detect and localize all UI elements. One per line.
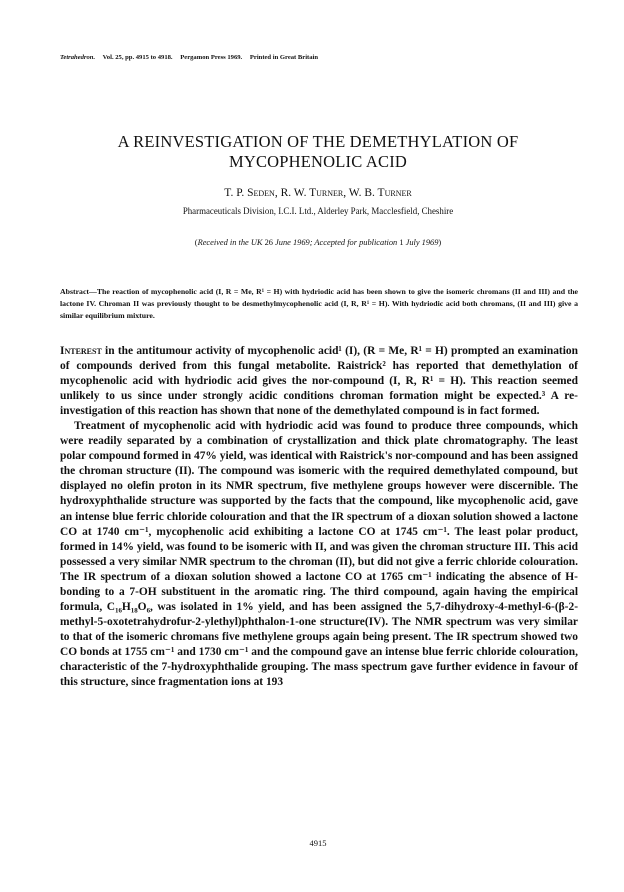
abstract-text: —The reaction of mycophenolic acid (I, R = Me, R¹ = H) with hydriodic acid has been shown to give the isomeric chromans (II and III) and the lactone IV. Chroman II was previously thought to be desmethylmycophenolic acid (I, R, R¹ = H). With hydriodic acid both chromans, (II and III) give a similar equilibrium mixture.	[60, 287, 578, 320]
article-title	[60, 132, 576, 172]
title-line-1: A REINVESTIGATION OF THE DEMETHYLATION OF	[117, 132, 519, 151]
paragraph-2: Treatment of mycophenolic acid with hydriodic acid was found to produce three compounds, which were readily separated by a combination of crystallization and thick plate chromatography. The least polar compound formed in 47% yield, was identical with Raistrick's nor-compound and has been assigned the chroman structure (II). The compound was isomeric with the required demethylated compound, but displayed no olefin proton in its NMR spectrum, five methylene groups however were discernible. The hydroxyphthalide structure was supported by the facts that the compound, like mycophenolic acid, gave an intense blue ferric chloride colouration and that the IR spectrum of a dioxan solution showed a lactone CO at 1740 cm⁻¹, mycophenolic acid exhibiting a lactone CO at 1745 cm⁻¹. The least polar product, formed in 14% yield, was found to be isomeric with II, and was given the chroman structure III. This acid possessed a very similar NMR spectrum to the chroman (II), but did not give a ferric chloride colouration. The IR spectrum of a dioxan solution showed a lactone CO at 1765 cm⁻¹ indicating the absence of H-bonding to a 7-OH substituent in the aromatic ring. The third compound, again having the empirical formula, C₁₆H₁₈O₆, was isolated in 1% yield, and has been assigned the 5,7-dihydroxy-4-methyl-6-(β-2-methyl-5-oxotetrahydrofur-2-ylethyl)phthalon-1-one structure(IV). The NMR spectrum was very similar to that of the isomeric chromans five methylene groups again being present. The IR spectrum showed two CO bonds at 1755 cm⁻¹ and 1730 cm⁻¹ and the compound gave an intense blue ferric chloride colouration, characteristic of the 7-hydroxyphthalide grouping. The mass spectrum gave further evidence in favour of this structure, since fragmentation ions at 193	[60, 420, 578, 689]
printed-in: Printed in Great Britain	[249, 54, 319, 61]
affiliation: Pharmaceuticals Division, I.C.I. Ltd., Alderley Park, Macclesfield, Cheshire	[182, 206, 454, 216]
authors: T. P. Seden, R. W. Turner, W. B. Turner	[224, 187, 412, 199]
abstract-label: Abstract	[60, 287, 90, 296]
paragraph-1	[60, 344, 578, 419]
received-dates	[60, 238, 576, 247]
masthead	[60, 54, 580, 61]
received-text-2: June 1969; Accepted for publication	[275, 238, 398, 247]
received-open: (	[194, 238, 198, 247]
paragraph-1-text: in the antitumour activity of mycophenolic acid¹ (I), (R = Me, R¹ = H) prompted an examination of compounds derived from this fungal metabolite. Raistrick² has reported that demethylation of mycophenolic acid with hydriodic acid gives the nor-compound (I, R, R¹ = H). This reaction seemed unlikely to us since under strongly acidic conditions chroman formation might be expected.³ A re-investigation of this reaction has shown that none of the demethylated compound is in fact formed.	[60, 345, 578, 418]
journal-name: Tetrahedron.	[60, 54, 96, 61]
received-day: 26	[264, 238, 273, 247]
abstract	[60, 286, 578, 322]
title-line-2: MYCOPHENOLIC ACID	[228, 152, 408, 171]
publisher: Pergamon Press 1969.	[180, 54, 243, 61]
received-text-3: July 1969	[405, 238, 439, 247]
paragraph-1-lead: Interest	[60, 345, 102, 357]
received-close: )	[438, 238, 442, 247]
volume-info: Vol. 25, pp. 4915 to 4918.	[102, 54, 173, 61]
article-body	[60, 344, 578, 690]
page-number: 4915	[309, 838, 327, 848]
accepted-day: 1	[399, 238, 404, 247]
received-text-1: Received in the UK	[197, 238, 263, 247]
